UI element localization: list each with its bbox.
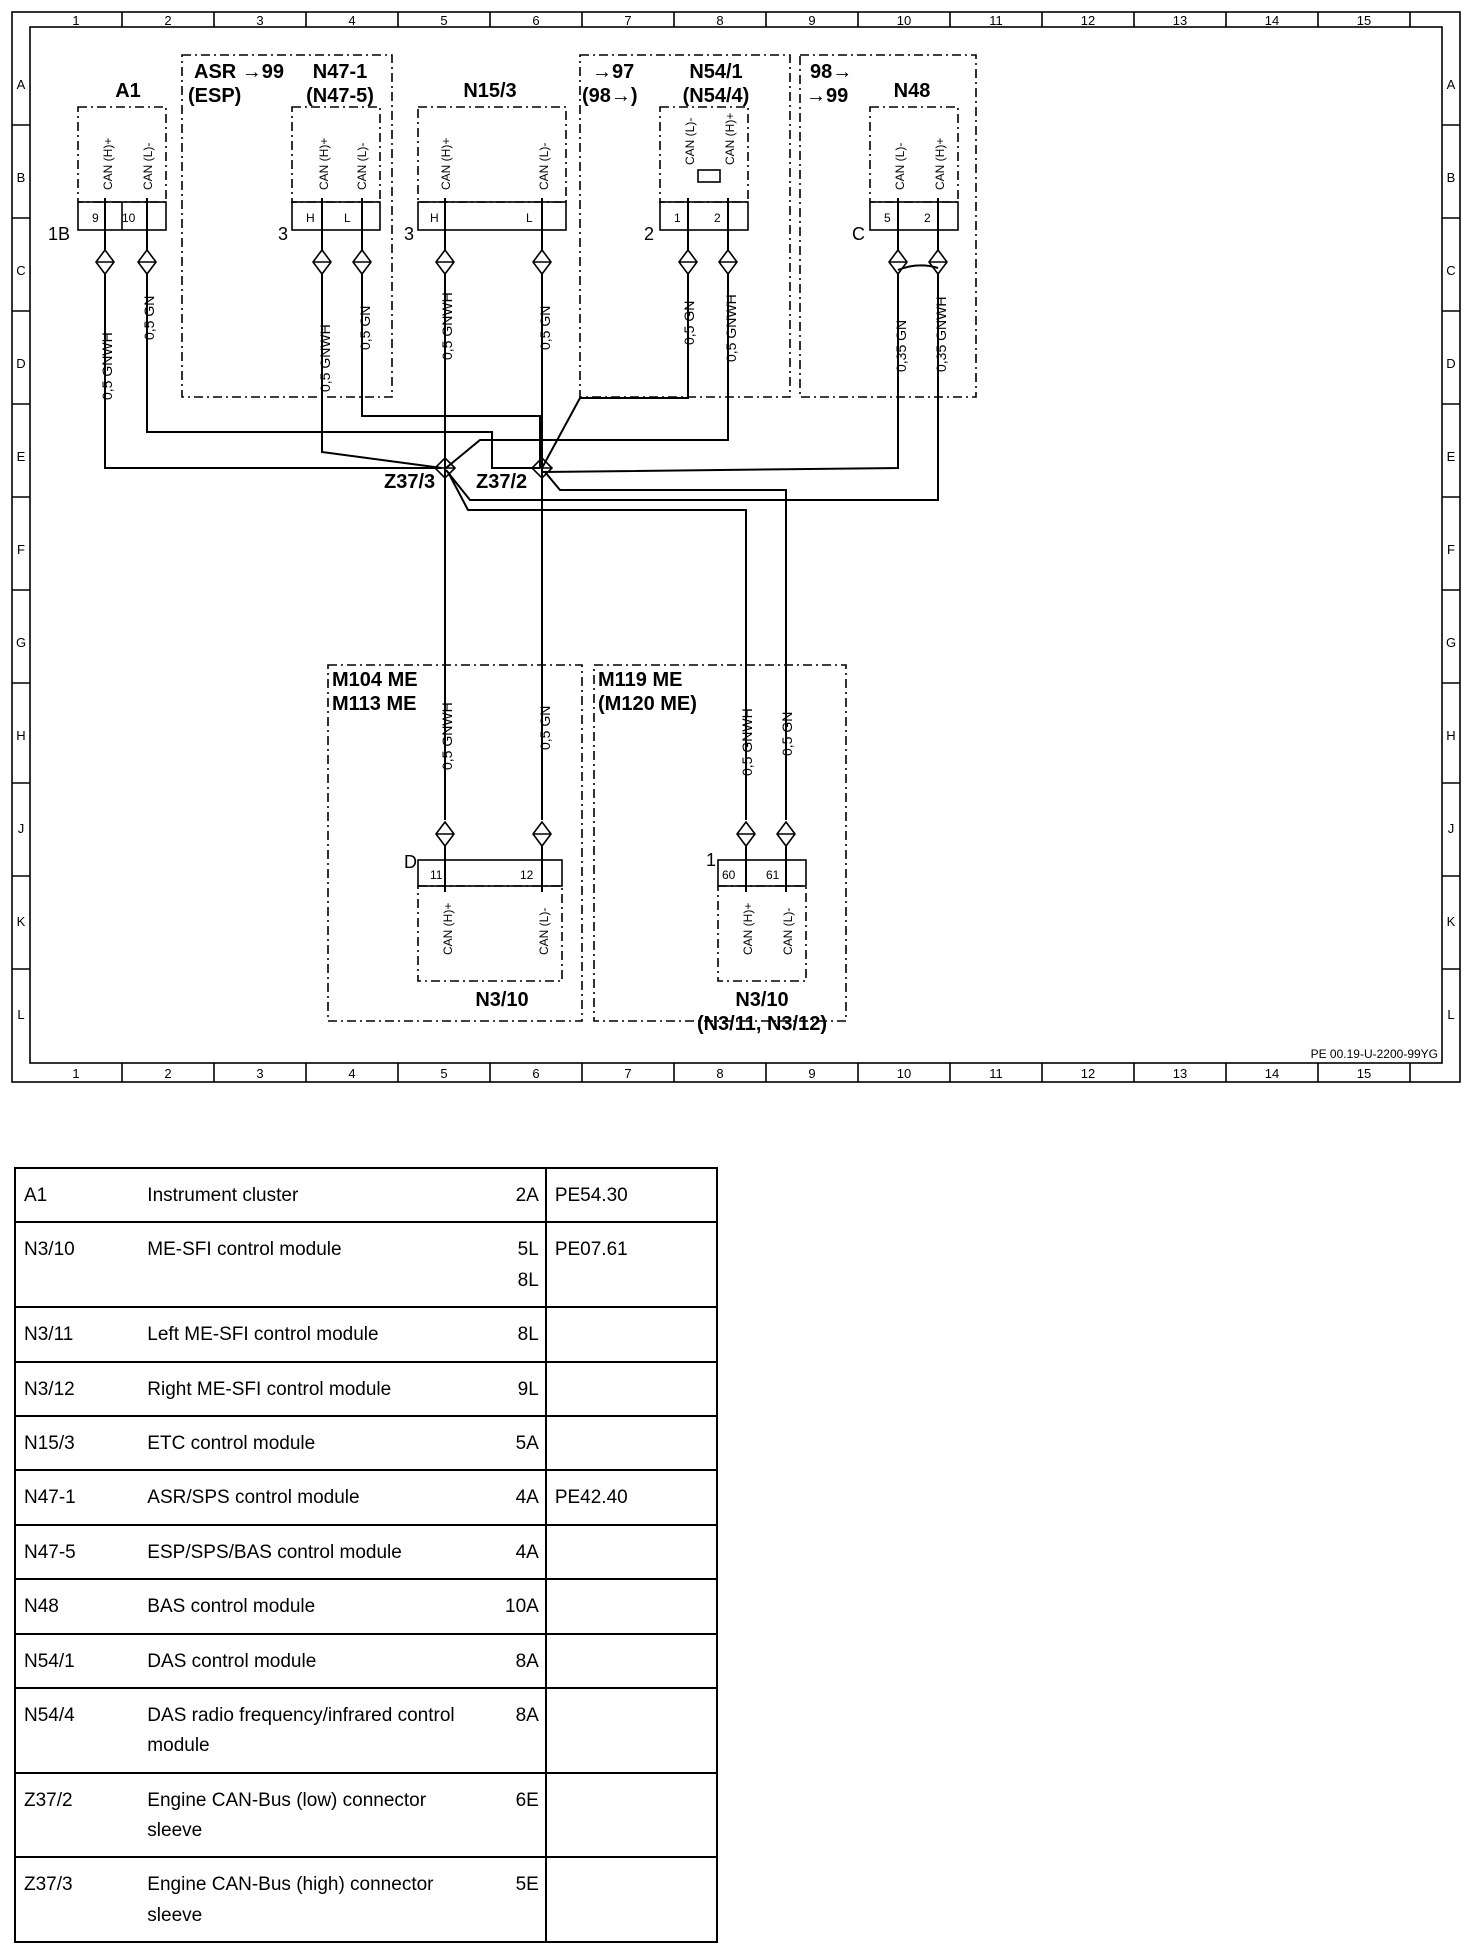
- svg-text:E: E: [1446, 449, 1456, 464]
- legend-code: N54/4: [15, 1688, 139, 1773]
- col-label: 7: [624, 1066, 632, 1081]
- col-label: 2: [164, 1066, 172, 1081]
- legend-row: [15, 1168, 717, 1222]
- inner-frame: [30, 27, 1442, 1063]
- svg-text:N48: N48: [893, 80, 931, 102]
- legend-location-value: 9L: [517, 1378, 539, 1400]
- svg-text:E: E: [16, 449, 26, 464]
- legend-reference: [546, 1773, 717, 1858]
- legend-location-value: 8A: [515, 1650, 539, 1672]
- svg-text:G: G: [15, 635, 27, 650]
- legend-location-value: 2A: [515, 1185, 539, 1206]
- svg-text:H: H: [430, 211, 439, 225]
- col-label: 3: [256, 1066, 264, 1081]
- col-label: 15: [1356, 13, 1372, 28]
- col-label: 3: [256, 13, 264, 28]
- legend-row: [15, 1857, 717, 1942]
- legend-location: [482, 1416, 546, 1470]
- svg-text:L: L: [17, 1007, 25, 1022]
- svg-text:M113 ME: M113 ME: [332, 693, 417, 715]
- col-label: 9: [808, 1066, 816, 1081]
- svg-text:CAN (H)+: CAN (H)+: [741, 902, 755, 955]
- svg-text:2: 2: [924, 211, 931, 225]
- svg-text:C: C: [16, 263, 26, 278]
- legend-location: [482, 1525, 546, 1579]
- svg-text:A: A: [1446, 77, 1456, 92]
- legend-code: N3/12: [15, 1362, 139, 1416]
- svg-text:N3/10: N3/10: [735, 989, 789, 1011]
- legend-description: ASR/SPS control module: [139, 1470, 481, 1524]
- svg-text:61: 61: [766, 868, 780, 882]
- col-label: 13: [1172, 1066, 1188, 1081]
- row-ruler: [12, 77, 1460, 1022]
- svg-text:CAN (H)+: CAN (H)+: [441, 902, 455, 955]
- legend-row: [15, 1362, 717, 1416]
- col-label: 10: [896, 1066, 912, 1081]
- svg-text:D: D: [1446, 356, 1456, 371]
- legend-location: [482, 1222, 546, 1307]
- svg-text:0,35 GN: 0,35 GN: [893, 319, 909, 372]
- legend-location-value: 8L: [517, 1269, 539, 1291]
- svg-text:G: G: [1445, 635, 1457, 650]
- col-label: 15: [1356, 1066, 1372, 1081]
- column-ruler-top: [72, 12, 1410, 28]
- splice-label: Z37/3: [384, 471, 436, 493]
- legend-location-value: 8L: [517, 1324, 539, 1346]
- svg-text:CAN (L)-: CAN (L)-: [355, 142, 369, 190]
- legend-location: [482, 1307, 546, 1361]
- col-label: 1: [72, 13, 80, 28]
- legend-reference: [546, 1634, 717, 1688]
- col-label: 14: [1264, 13, 1280, 28]
- legend-reference: [546, 1362, 717, 1416]
- legend-description: BAS control module: [139, 1579, 481, 1633]
- svg-text:B: B: [16, 170, 26, 185]
- legend-description: Left ME-SFI control module: [139, 1307, 481, 1361]
- col-label: 7: [624, 13, 632, 28]
- svg-text:(ESP): (ESP): [188, 85, 242, 107]
- svg-text:CAN (L)-: CAN (L)-: [893, 142, 907, 190]
- col-label: 14: [1264, 1066, 1280, 1081]
- svg-text:0,5 GNWH: 0,5 GNWH: [439, 292, 455, 360]
- legend-location-value: 6E: [515, 1789, 539, 1811]
- svg-text:C: C: [852, 224, 865, 244]
- legend-reference: [546, 1307, 717, 1361]
- legend-description: Instrument cluster: [139, 1168, 481, 1222]
- legend-code: Z37/3: [15, 1857, 139, 1942]
- legend-location: [482, 1773, 546, 1858]
- connector-label: 1B: [48, 224, 71, 244]
- legend-location: [482, 1634, 546, 1688]
- col-label: 8: [716, 1066, 724, 1081]
- col-label: 11: [989, 13, 1003, 28]
- svg-text:K: K: [16, 914, 26, 929]
- legend-description: Engine CAN-Bus (low) connector sleeve: [139, 1773, 481, 1858]
- col-label: 9: [808, 13, 816, 28]
- svg-text:5: 5: [884, 211, 891, 225]
- col-label: 2: [164, 13, 172, 28]
- outer-frame: [12, 12, 1460, 1082]
- svg-text:0,5 GN: 0,5 GN: [779, 711, 795, 756]
- svg-text:0,5 GN: 0,5 GN: [681, 300, 697, 345]
- svg-text:N54/1: N54/1: [689, 61, 743, 83]
- svg-text:J: J: [1447, 821, 1455, 836]
- svg-text:2: 2: [714, 211, 721, 225]
- legend-reference: [546, 1857, 717, 1942]
- legend-reference: [546, 1688, 717, 1773]
- legend-code: N48: [15, 1579, 139, 1633]
- svg-text:CAN (H)+: CAN (H)+: [723, 112, 737, 165]
- svg-text:A: A: [16, 77, 26, 92]
- module-a1-label: A1: [115, 80, 141, 102]
- col-label: 13: [1172, 13, 1188, 28]
- legend-code: N3/11: [15, 1307, 139, 1361]
- legend-location-value: 4A: [515, 1541, 539, 1563]
- legend-reference: [546, 1525, 717, 1579]
- module-a1: [48, 80, 166, 400]
- legend-description: Right ME-SFI control module: [139, 1362, 481, 1416]
- svg-text:CAN (L)-: CAN (L)-: [683, 117, 697, 165]
- module-n48: [800, 55, 976, 397]
- svg-text:C: C: [1446, 263, 1456, 278]
- legend-description: Engine CAN-Bus (high) connector sleeve: [139, 1857, 481, 1942]
- legend-location-value: 4A: [515, 1487, 539, 1509]
- svg-text:→97: →97: [592, 61, 635, 83]
- legend-location: [482, 1470, 546, 1524]
- svg-text:CAN (H)+: CAN (H)+: [317, 137, 331, 190]
- legend-row: [15, 1470, 717, 1524]
- legend-location-value: 5L: [517, 1239, 539, 1261]
- svg-text:(N3/11, N3/12): (N3/11, N3/12): [696, 1013, 828, 1035]
- legend-table: [14, 1167, 718, 1943]
- svg-text:B: B: [1446, 170, 1456, 185]
- legend-location: [482, 1857, 546, 1942]
- legend-description: ESP/SPS/BAS control module: [139, 1525, 481, 1579]
- diagram-reference: PE 00.19-U-2200-99YG: [1310, 1047, 1438, 1061]
- svg-text:D: D: [404, 852, 417, 872]
- col-label: 6: [532, 1066, 540, 1081]
- svg-text:L: L: [526, 211, 533, 225]
- legend-reference: [546, 1416, 717, 1470]
- connector-plugs-upper: [96, 250, 947, 274]
- svg-text:L: L: [1447, 1007, 1455, 1022]
- legend-location: [482, 1168, 546, 1222]
- svg-text:ASR →99: ASR →99: [194, 61, 285, 83]
- svg-text:D: D: [16, 356, 26, 371]
- legend-row: [15, 1773, 717, 1858]
- svg-text:CAN (L)-: CAN (L)-: [537, 142, 551, 190]
- legend-code: N47-1: [15, 1470, 139, 1524]
- svg-text:CAN (H)+: CAN (H)+: [439, 137, 453, 190]
- legend-code: Z37/2: [15, 1773, 139, 1858]
- legend-location-value: 10A: [505, 1596, 539, 1618]
- pin-label: 10: [122, 211, 136, 225]
- legend-location: [482, 1362, 546, 1416]
- legend-reference: [546, 1579, 717, 1633]
- legend-row: [15, 1634, 717, 1688]
- wire-label: 0,5 GN: [141, 295, 157, 340]
- legend-location: [482, 1579, 546, 1633]
- legend-row: [15, 1525, 717, 1579]
- col-label: 12: [1080, 1066, 1096, 1081]
- svg-text:0,35 GNWH: 0,35 GNWH: [933, 296, 949, 372]
- legend-code: N15/3: [15, 1416, 139, 1470]
- svg-text:(M120 ME): (M120 ME): [598, 693, 697, 715]
- wires: [105, 265, 938, 820]
- col-label: 5: [440, 13, 448, 28]
- col-label: 4: [348, 1066, 356, 1081]
- svg-text:3: 3: [278, 224, 289, 244]
- connector-plugs-lower: [436, 822, 795, 846]
- legend-location-value: 5E: [515, 1874, 539, 1896]
- svg-text:H: H: [306, 211, 315, 225]
- svg-text:J: J: [17, 821, 25, 836]
- svg-text:60: 60: [722, 868, 736, 882]
- svg-text:11: 11: [430, 868, 443, 882]
- svg-text:N47-1: N47-1: [312, 61, 368, 83]
- svg-text:CAN (L)-: CAN (L)-: [781, 907, 795, 955]
- col-label: 12: [1080, 13, 1096, 28]
- legend-row: [15, 1307, 717, 1361]
- module-m119: [594, 665, 846, 1035]
- svg-text:N3/10: N3/10: [475, 989, 529, 1011]
- svg-text:N15/3: N15/3: [463, 80, 517, 102]
- svg-text:H: H: [1446, 728, 1456, 743]
- legend-row: [15, 1688, 717, 1773]
- svg-text:F: F: [1447, 542, 1455, 557]
- svg-text:0,5 GN: 0,5 GN: [537, 705, 553, 750]
- pin-label: 9: [92, 211, 99, 225]
- legend-description: ME-SFI control module: [139, 1222, 481, 1307]
- svg-text:1: 1: [706, 850, 717, 870]
- legend-code: N54/1: [15, 1634, 139, 1688]
- wire-label: 0,5 GNWH: [99, 332, 115, 400]
- svg-text:(98→): (98→): [582, 85, 638, 107]
- legend-code: N3/10: [15, 1222, 139, 1307]
- legend-location-value: 5A: [515, 1432, 539, 1454]
- svg-text:K: K: [1446, 914, 1456, 929]
- svg-text:(N47-5): (N47-5): [306, 85, 374, 107]
- col-label: 8: [716, 13, 724, 28]
- svg-text:CAN (H)+: CAN (H)+: [933, 137, 947, 190]
- legend-code: N47-5: [15, 1525, 139, 1579]
- svg-text:0,5 GNWH: 0,5 GNWH: [439, 702, 455, 770]
- legend-reference: PE54.30: [546, 1168, 717, 1222]
- svg-text:3: 3: [404, 224, 415, 244]
- svg-text:98→: 98→: [810, 61, 853, 83]
- legend-description: ETC control module: [139, 1416, 481, 1470]
- col-label: 11: [989, 1066, 1003, 1081]
- col-label: 5: [440, 1066, 448, 1081]
- svg-text:12: 12: [520, 868, 534, 882]
- svg-text:0,5 GNWH: 0,5 GNWH: [739, 708, 755, 776]
- svg-text:0,5 GN: 0,5 GN: [537, 305, 553, 350]
- can-label: CAN (H)+: [101, 137, 115, 190]
- svg-text:CAN (L)-: CAN (L)-: [537, 907, 551, 955]
- svg-text:→99: →99: [806, 85, 849, 107]
- svg-text:M104 ME: M104 ME: [332, 669, 418, 691]
- legend-description: DAS radio frequency/infrared control module: [139, 1688, 481, 1773]
- legend-row: [15, 1222, 717, 1307]
- legend-location: [482, 1688, 546, 1773]
- legend-reference: PE07.61: [546, 1222, 717, 1307]
- svg-text:0,5 GN: 0,5 GN: [357, 305, 373, 350]
- svg-text:0,5 GNWH: 0,5 GNWH: [317, 324, 333, 392]
- legend-location-value: 8A: [515, 1704, 539, 1726]
- col-label: 1: [72, 1066, 80, 1081]
- module-n47: [182, 55, 392, 397]
- svg-text:1: 1: [674, 211, 681, 225]
- legend-code: A1: [15, 1168, 139, 1222]
- legend-row: [15, 1416, 717, 1470]
- module-n54: [580, 55, 790, 397]
- svg-text:M119 ME: M119 ME: [598, 669, 683, 691]
- column-ruler-bottom: [72, 1063, 1410, 1082]
- col-label: 4: [348, 13, 356, 28]
- legend-description: DAS control module: [139, 1634, 481, 1688]
- splice-label: Z37/2: [476, 471, 528, 493]
- svg-text:F: F: [17, 542, 25, 557]
- svg-text:0,5 GNWH: 0,5 GNWH: [723, 294, 739, 362]
- can-label: CAN (L)-: [141, 142, 155, 190]
- svg-text:L: L: [344, 211, 351, 225]
- svg-text:2: 2: [644, 224, 655, 244]
- col-label: 10: [896, 13, 912, 28]
- svg-text:(N54/4): (N54/4): [682, 85, 750, 107]
- svg-text:H: H: [16, 728, 26, 743]
- legend-row: [15, 1579, 717, 1633]
- col-label: 6: [532, 13, 540, 28]
- legend-reference: PE42.40: [546, 1470, 717, 1524]
